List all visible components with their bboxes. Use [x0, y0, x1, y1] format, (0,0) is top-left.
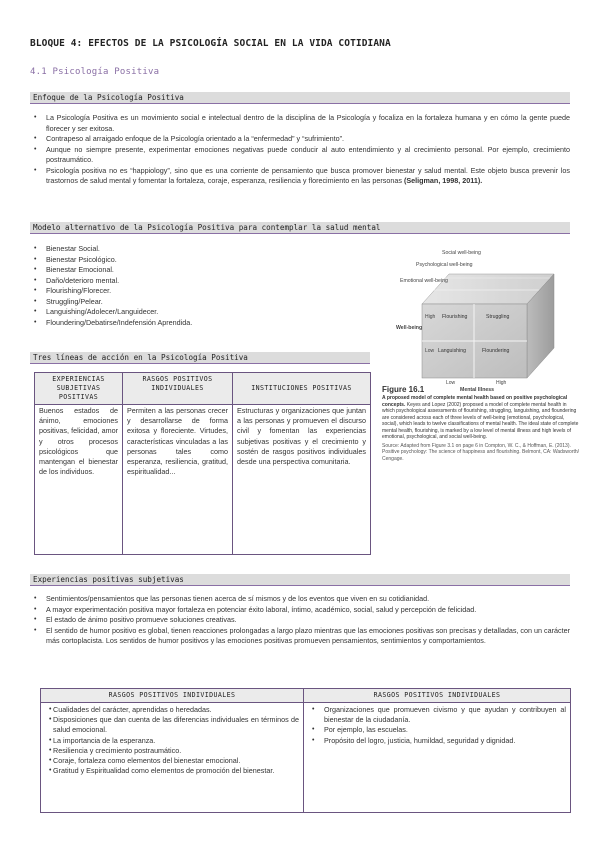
label-emotional: Emotional well-being [400, 278, 448, 284]
list-item: • Languishing/Adolecer/Languidecer. [30, 307, 360, 318]
list-item: • Resiliencia y crecimiento postraumático. [45, 746, 299, 756]
table-cell [304, 703, 571, 813]
table-header: RASGOS POSITIVOS INDIVIDUALES [41, 689, 304, 703]
label-social: Social well-being [442, 250, 481, 256]
label-low-x: Low [446, 380, 456, 386]
label-low-y: Low [425, 348, 435, 354]
list-item: • Bienestar Social. [30, 244, 360, 255]
list-item: • Floundering/Debatirse/Indefensión Aprendida. [30, 318, 360, 329]
list-item: • A mayor experimentación positiva mayor fortaleza en potenciar éxito laboral, íntimo, académico, social, salud y percepción de felicidad. [30, 605, 570, 616]
section-heading-enfoque: Enfoque de la Psicología Positiva [30, 92, 570, 104]
figure-caption [382, 385, 580, 462]
list-item: • Daño/deterioro mental. [30, 276, 360, 287]
table-header: RASGOS POSITIVOS INDIVIDUALES [123, 373, 233, 405]
caption-bold: A proposed model of complete mental health based on positive psychological concepts. [382, 395, 568, 408]
cube-diagram [382, 244, 582, 394]
rasgos-table [40, 688, 571, 813]
caption-text: Keyes and Lopez (2002) proposed a model of complete mental health in which psychological assessments of flourishing, struggling, languishing, and floundering are considered across each of three levels of well-being (emotional, psychological, social), which leads to twelve classifications of mental health. The ideal state of complete mental health, flourishing, is marked by a low level of mental illness and high levels of emotional, psychological, and social well-being. [382, 401, 579, 440]
section-heading-experiencias: Experiencias positivas subjetivas [30, 574, 570, 586]
label-mental-illness: Mental Illness [460, 387, 495, 393]
table-cell: Permiten a las personas crecer y desarrollarse de forma exitosa y florecientе. Virtudes, características vinculadas a las personas tales como esperanza, resiliencia, gratitud, espiritualidad... [123, 405, 233, 555]
rasgos-right-list [308, 705, 566, 746]
list-item: • Sentimientos/pensamientos que las personas tienen acerca de sí mismos y de los eventos que viven en su cotidianidad. [30, 594, 570, 605]
label-high-x: High [496, 380, 507, 386]
list-item-text: Psicología positiva no es “happiology”, sino que es una corriente de pensamiento que busca promover bienestar y salud mental. Este objeto busca prevenir los trastornos de salud mental y fomentar la fortaleza, coraje, esperanza, resiliencia y florecimiento en las personas [46, 165, 570, 185]
list-item: • El sentido de humor positivo es global, tienen reacciones prolongadas a largo plazo mientras que las emociones positivas son precisas y detalladas, con un carácter más cortoplacista. Los sentidos de humor positivos y las emociones positivas promueven pensamientos, sentimientos y comportamientos. [30, 626, 570, 647]
label-wellbeing: Well-being [396, 325, 423, 331]
list-item: • La Psicología Positiva es un movimiento social e intelectual dentro de la disciplina de la Psicología y focaliza en la fortaleza humana y en cómo la gente puede florecer y ser exitosa. [30, 113, 570, 134]
list-item: • La importancia de la esperanza. [45, 736, 299, 746]
list-item: • Gratitud y Espiritualidad como elementos de promoción del bienestar. [45, 766, 299, 776]
section-heading-lineas: Tres líneas de acción en la Psicología Positiva [30, 352, 370, 364]
list-item: • Flourishing/Florecer. [30, 286, 360, 297]
label-high-y: High [425, 314, 436, 320]
label-struggling: Struggling [486, 314, 510, 320]
lineas-table [34, 372, 371, 555]
list-item: • Por ejemplo, las escuelas. [308, 725, 566, 735]
modelo-list [30, 244, 360, 328]
caption-source: Source: Adapted from Figure 3.1 on page 6 in Compton, W. C., & Hoffman, E. (2013). Positive psychology: The science of happiness and flourishing. Belmont, CA: Wadsworth/ Cengage. [382, 442, 580, 462]
document-title: BLOQUE 4: EFECTOS DE LA PSICOLOGÍA SOCIAL EN LA VIDA COTIDIANA [30, 38, 391, 49]
table-cell [41, 703, 304, 813]
figure-number: Figure 16.1 [382, 385, 425, 394]
rasgos-left-list [45, 705, 299, 776]
list-item: • Cualidades del carácter, aprendidas o heredadas. [45, 705, 299, 715]
label-flourishing: Flourishing [442, 314, 468, 320]
list-item: • Propósito del logro, justicia, humildad, seguridad y dignidad. [308, 736, 566, 746]
list-item: • Coraje, fortaleza como elementos del bienestar emocional. [45, 756, 299, 766]
citation: (Seligman, 1998, 2011). [403, 176, 483, 185]
table-cell: Buenos estados de ánimo, emociones positivas, felicidad, amor y otros procesos psicológicos que mantengan el bienestar de los individuos. [35, 405, 123, 555]
experiencias-list [30, 594, 570, 647]
label-languishing: Languishing [438, 348, 466, 354]
list-item: • Struggling/Pelear. [30, 297, 360, 308]
list-item: • Bienestar Emocional. [30, 265, 360, 276]
label-floundering: Floundering [482, 348, 510, 354]
table-header: INSTITUCIONES POSITIVAS [233, 373, 371, 405]
section-heading-modelo: Modelo alternativo de la Psicología Positiva para contemplar la salud mental [30, 222, 570, 234]
label-psychological: Psychological well-being [416, 262, 473, 268]
list-item: • Bienestar Psicológico. [30, 255, 360, 266]
list-item: • Disposiciones que dan cuenta de las diferencias individuales en términos de salud emocional. [45, 715, 299, 735]
list-item: • Organizaciones que promueven civismo y que ayudan y contribuyen al bienestar de la ciudadanía. [308, 705, 566, 725]
table-header: EXPERIENCIAS SUBJETIVAS POSITIVAS [35, 373, 123, 405]
list-item: • Contrapeso al arraigado enfoque de la Psicología orientado a la “enfermedad” y “sufrimiento”. [30, 134, 570, 145]
table-header: RASGOS POSITIVOS INDIVIDUALES [304, 689, 571, 703]
section-subtitle: 4.1 Psicología Positiva [30, 67, 160, 77]
list-item [30, 166, 570, 187]
table-cell: Estructuras y organizaciones que juntan a las personas y promueven el discurso civil y fomentan las experiencias subjetivas positivas y el crecimiento y sostén de rasgos positivos individuales desde una perspectiva comunitaria. [233, 405, 371, 555]
enfoque-list [30, 113, 570, 187]
list-item: • El estado de ánimo positivo promueve soluciones creativas. [30, 615, 570, 626]
mental-health-cube-figure [382, 244, 582, 394]
list-item: • Aunque no siempre presente, experimentar emociones negativas puede conducir al auto entendimiento y al crecimiento personal. Por ejemplo, crecimiento postraumático. [30, 145, 570, 166]
